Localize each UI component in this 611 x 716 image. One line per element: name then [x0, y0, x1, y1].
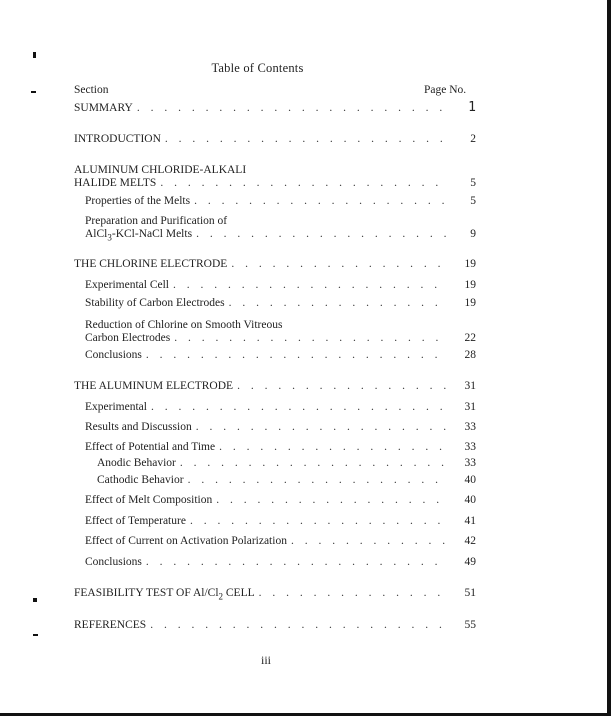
scan-mark — [33, 634, 38, 636]
toc-page-number: 40 — [464, 494, 476, 506]
toc-entry-chlorine-electrode[interactable] — [74, 258, 476, 271]
dot-leader — [173, 279, 448, 292]
dot-leader — [165, 133, 448, 146]
toc-label: THE ALUMINUM ELECTRODE — [74, 380, 234, 392]
toc-page-number: 41 — [464, 515, 476, 527]
page-column-header: Page No. — [424, 84, 467, 96]
toc-entry-results-discussion[interactable] — [85, 421, 476, 434]
toc-entry-aluminum-chloride-alkali[interactable] — [74, 164, 476, 190]
dot-leader — [150, 619, 448, 632]
toc-entry-conclusions-aluminum[interactable] — [85, 556, 476, 569]
page-title: Table of Contents — [211, 61, 304, 75]
dot-leader — [160, 177, 448, 190]
toc-label: Effect of Melt Composition — [85, 494, 213, 506]
toc-page-number: 5 — [470, 177, 476, 189]
dot-leader — [196, 421, 448, 434]
scan-mark — [33, 598, 37, 602]
toc-entry-stability-carbon[interactable] — [85, 297, 476, 310]
toc-page-number: 55 — [464, 619, 476, 631]
dot-leader — [216, 494, 448, 507]
toc-page-number: 51 — [464, 587, 476, 599]
dot-leader — [137, 102, 448, 115]
toc-label: REFERENCES — [74, 619, 147, 631]
toc-label: Effect of Potential and Time — [85, 441, 216, 453]
toc-label: SUMMARY — [74, 102, 133, 114]
toc-entry-introduction[interactable] — [74, 133, 476, 146]
toc-page-number: 33 — [464, 441, 476, 453]
toc-label-line2: Carbon Electrodes — [85, 332, 171, 344]
toc-entry-experimental-cell[interactable] — [85, 279, 476, 292]
toc-label-line1: Reduction of Chlorine on Smooth Vitreous — [85, 319, 283, 331]
toc-label: Conclusions — [85, 349, 142, 361]
toc-label: INTRODUCTION — [74, 133, 161, 145]
toc-page-number: 1 — [468, 100, 476, 115]
toc-label: Experimental — [85, 401, 147, 413]
dot-leader — [151, 401, 448, 414]
toc-label-line2: HALIDE MELTS — [74, 177, 157, 189]
toc-page-number: 31 — [464, 380, 476, 392]
toc-entry-effect-current[interactable] — [85, 535, 476, 548]
dot-leader — [259, 587, 448, 600]
toc-entry-reduction-chlorine[interactable] — [85, 319, 476, 345]
toc-entry-aluminum-electrode[interactable] — [74, 380, 476, 393]
scan-mark — [31, 91, 36, 93]
toc-page-number: 2 — [470, 133, 476, 145]
page-number: iii — [260, 653, 271, 667]
toc-page-number: 5 — [470, 195, 476, 207]
toc-page-number: 19 — [464, 279, 476, 291]
toc-label: Anodic Behavior — [97, 457, 176, 469]
dot-leader — [146, 556, 448, 569]
toc-page-number: 49 — [464, 556, 476, 568]
toc-label: Results and Discussion — [85, 421, 192, 433]
dot-leader — [231, 258, 448, 271]
dot-leader — [194, 195, 448, 208]
toc-page-number: 19 — [464, 258, 476, 270]
toc-entry-effect-melt-composition[interactable] — [85, 494, 476, 507]
dot-leader — [190, 515, 448, 528]
toc-page-number: 28 — [464, 349, 476, 361]
toc-entry-references[interactable] — [74, 619, 476, 632]
dot-leader — [219, 441, 448, 454]
toc-entry-conclusions-chlorine[interactable] — [85, 349, 476, 362]
toc-page-number: 31 — [464, 401, 476, 413]
toc-label-line2: AlCl$_3$-KCl-NaCl Melts — [85, 228, 193, 243]
toc-entry-feasibility-test[interactable] — [74, 587, 476, 603]
toc-label: Stability of Carbon Electrodes — [85, 297, 225, 309]
toc-label: Effect of Temperature — [85, 515, 186, 527]
toc-entry-effect-temperature[interactable] — [85, 515, 476, 528]
toc-label: Conclusions — [85, 556, 142, 568]
toc-entry-summary[interactable] — [74, 101, 476, 115]
dot-leader — [237, 380, 448, 393]
dot-leader — [180, 457, 448, 470]
dot-leader — [229, 297, 448, 310]
toc-page-number: 22 — [464, 332, 476, 344]
toc-label: THE CHLORINE ELECTRODE — [74, 258, 228, 270]
toc-label-line1: ALUMINUM CHLORIDE-ALKALI — [74, 164, 247, 176]
toc-label: Effect of Current on Activation Polarization — [85, 535, 287, 547]
toc-page-number: 33 — [464, 421, 476, 433]
toc-entry-anodic-behavior[interactable] — [97, 457, 476, 470]
dot-leader — [188, 474, 448, 487]
toc-entry-experimental[interactable] — [85, 401, 476, 414]
toc-entry-preparation[interactable] — [85, 215, 476, 244]
toc-page-number: 42 — [464, 535, 476, 547]
dot-leader — [196, 228, 448, 241]
toc-entry-properties-melts[interactable] — [85, 195, 476, 208]
dot-leader — [174, 332, 448, 345]
dot-leader — [291, 535, 448, 548]
toc-page-number: 19 — [464, 297, 476, 309]
toc-page-number: 9 — [470, 228, 476, 240]
section-column-header: Section — [74, 84, 109, 96]
toc-page-number: 33 — [464, 457, 476, 469]
toc-entry-effect-potential-time[interactable] — [85, 441, 476, 454]
toc-page-number: 40 — [464, 474, 476, 486]
toc-entry-cathodic-behavior[interactable] — [97, 474, 476, 487]
toc-label: Experimental Cell — [85, 279, 169, 291]
dot-leader — [146, 349, 448, 362]
toc-label-line1: Preparation and Purification of — [85, 215, 228, 227]
toc-label: FEASIBILITY TEST OF $Al/Cl_2$ CELL — [74, 587, 255, 602]
toc-label: Cathodic Behavior — [97, 474, 184, 486]
scan-mark — [33, 52, 36, 58]
toc-label: Properties of the Melts — [85, 195, 191, 207]
